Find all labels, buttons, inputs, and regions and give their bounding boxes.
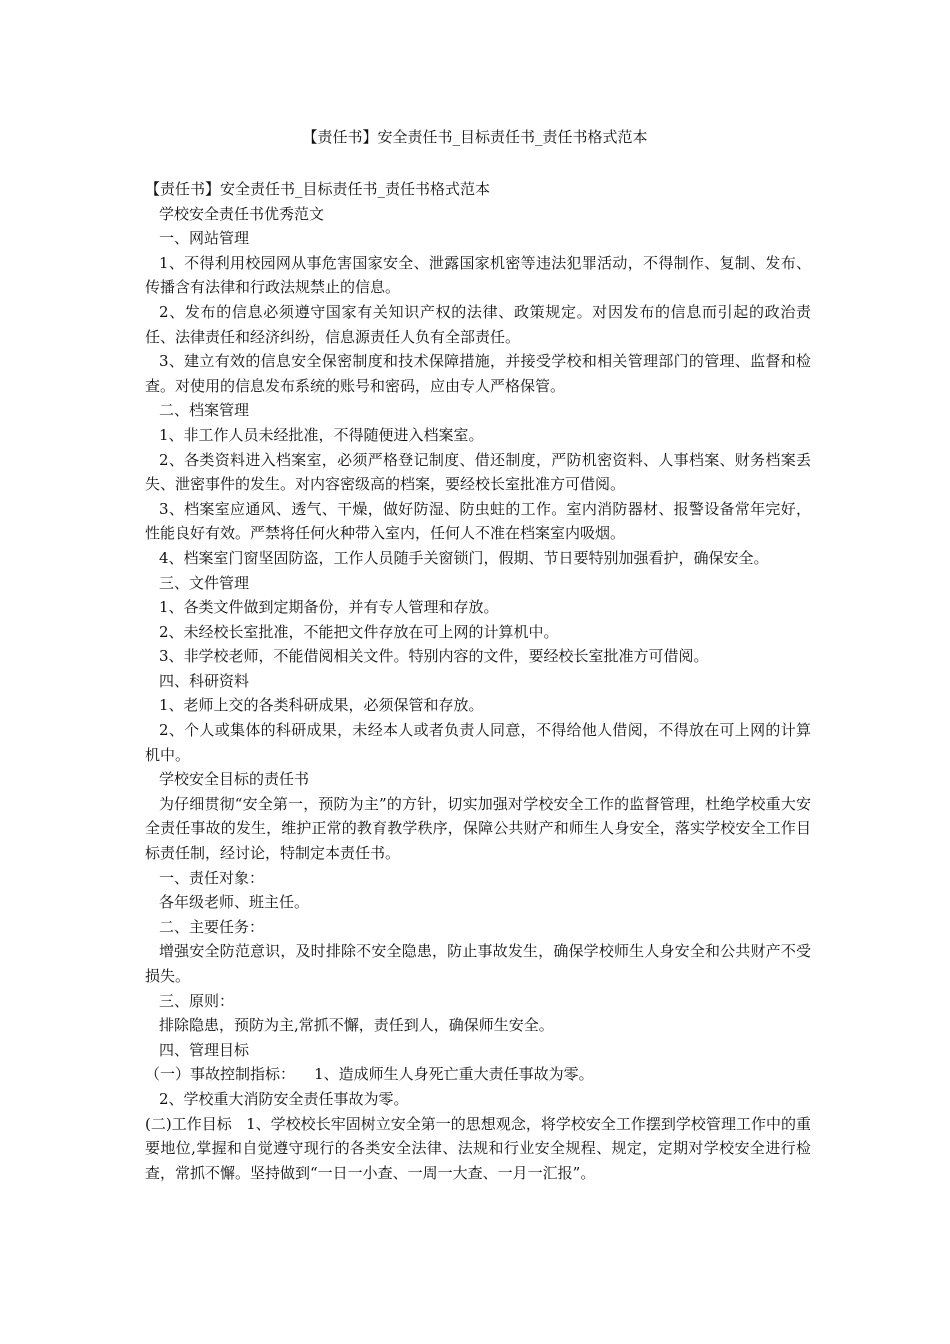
paragraph: 2、学校重大消防安全责任事故为零。	[159, 1089, 409, 1108]
paragraph: 4、档案室门窗坚固防盗，工作人员随手关窗锁门，假期、节日要特别加强看护，确保安全。	[159, 548, 769, 567]
paragraph: 2、个人或集体的科研成果，未经本人或者负责人同意，不得给他人借阅，不得放在可上网的计算机中。	[145, 721, 811, 764]
paragraph: 1、非工作人员未经批准，不得随便进入档案室。	[159, 425, 484, 444]
paragraph: (二)工作目标 1、学校校长牢固树立安全第一的思想观念，将学校安全工作摆到学校管理工作中的重要地位,掌握和自觉遵守现行的各类安全法律、法规和行业安全规程、规定，定期对学校安全进行检查，常抓不懈。坚持做到“一日一小查、一周一大查、一月一汇报”。	[145, 1114, 811, 1182]
paragraph: 2、未经校长室批准，不能把文件存放在可上网的计算机中。	[159, 622, 559, 641]
subtitle-line: 学校安全目标的责任书	[159, 770, 310, 789]
paragraph: 3、建立有效的信息安全保密制度和技术保障措施，并接受学校和相关管理部门的管理、监督和检查。对使用的信息发布系统的账号和密码，应由专人严格保管。	[145, 352, 811, 395]
document-title: 【责任书】安全责任书_目标责任书_责任书格式范本	[302, 128, 648, 146]
section-heading: 四、管理目标	[159, 1040, 250, 1059]
paragraph: 增强安全防范意识，及时排除不安全隐患，防止事故发生，确保学校师生人身安全和公共财产不受损失。	[145, 942, 811, 985]
paragraph: 各年级老师、班主任。	[159, 893, 310, 912]
section-heading: 二、档案管理	[159, 401, 250, 420]
paragraph: 1、各类文件做到定期备份，并有专人管理和存放。	[159, 598, 499, 617]
paragraph: 2、各类资料进入档案室，必须严格登记制度、借还制度，严防机密资料、人事档案、财务档案丢失、泄密事件的发生。对内容密级高的档案，要经校长室批准方可借阅。	[145, 450, 811, 494]
section-heading: 三、原则：	[159, 991, 235, 1010]
paragraph: 排除隐患，预防为主,常抓不懈，责任到人，确保师生安全。	[159, 1016, 554, 1035]
paragraph: （一）事故控制指标： 1、造成师生人身死亡重大责任事故为零。	[145, 1065, 594, 1084]
subtitle-line: 学校安全责任书优秀范文	[159, 204, 325, 223]
paragraph: 2、发布的信息必须遵守国家有关知识产权的法律、政策规定。对因发布的信息而引起的政治责任、法律责任和经济纠纷，信息源责任人负有全部责任。	[145, 302, 811, 346]
paragraph: 1、老师上交的各类科研成果，必须保管和存放。	[159, 696, 484, 715]
document-body	[145, 177, 811, 1185]
section-heading: 三、文件管理	[159, 573, 250, 592]
section-heading: 一、责任对象：	[159, 868, 265, 887]
section-heading: 二、主要任务：	[159, 917, 265, 936]
section-heading: 四、科研资料	[159, 671, 250, 690]
section-heading: 一、网站管理	[159, 229, 250, 248]
paragraph: 3、档案室应通风、透气、干燥，做好防湿、防虫蛀的工作。室内消防器材、报警设备常年完好，性能良好有效。严禁将任何火种带入室内，任何人不准在档案室内吸烟。	[145, 499, 811, 543]
paragraph: 为仔细贯彻“安全第一，预防为主”的方针，切实加强对学校安全工作的监督管理，杜绝学校重大安全责任事故的发生，维护正常的教育教学秩序，保障公共财产和师生人身安全，落实学校安全工作目标责任制，经讨论，特制定本责任书。	[145, 794, 811, 863]
paragraph: 3、非学校老师，不能借阅相关文件。特别内容的文件，要经校长室批准方可借阅。	[159, 647, 709, 666]
heading-line: 【责任书】安全责任书_目标责任书_责任书格式范本	[145, 180, 491, 198]
paragraph: 1、不得利用校园网从事危害国家安全、泄露国家机密等违法犯罪活动，不得制作、复制、发布、传播含有法律和行政法规禁止的信息。	[145, 253, 811, 297]
